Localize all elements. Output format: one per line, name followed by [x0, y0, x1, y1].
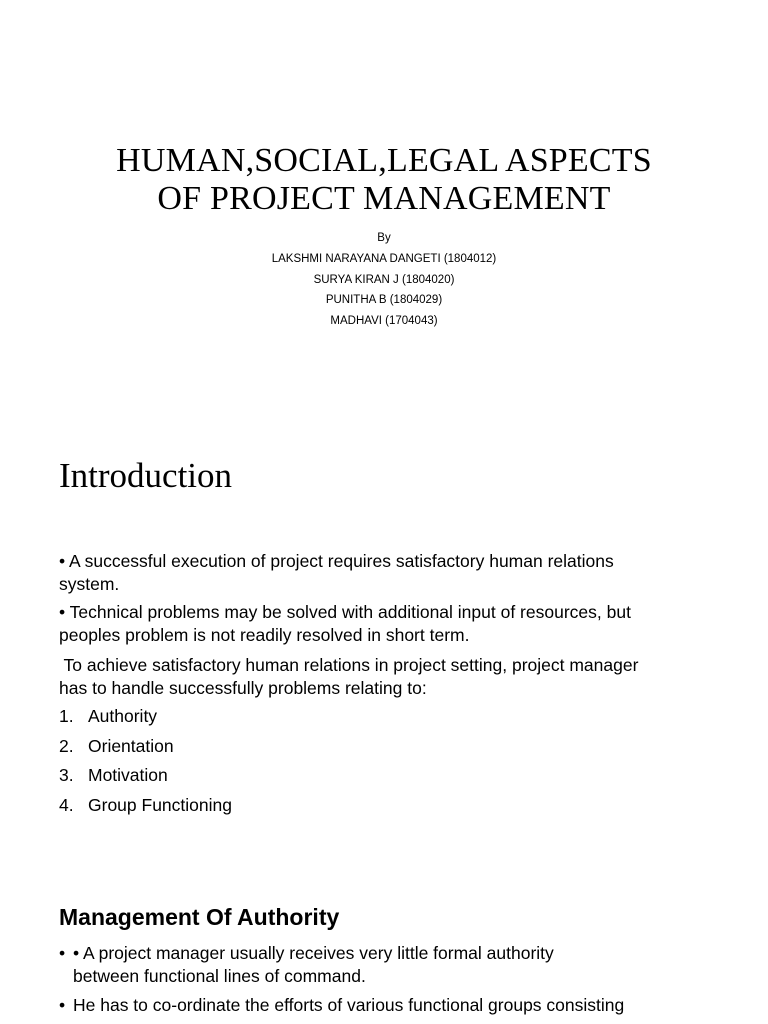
list-item	[59, 764, 232, 794]
title-line-2: OF PROJECT MANAGEMENT	[157, 180, 611, 217]
author-3: PUNITHA B (1804029)	[325, 294, 443, 307]
list-text: Group Functioning	[88, 794, 232, 815]
bullet-line: He has to co-ordinate the efforts of various functional groups consisting	[73, 995, 625, 1015]
bullet-marker: •	[59, 995, 66, 1015]
list-item	[59, 705, 232, 735]
list-number: 3.	[59, 765, 74, 785]
author-1: LAKSHMI NARAYANA DANGETI (1804012)	[271, 252, 497, 265]
paragraph-line: To achieve satisfactory human relations in project setting, project manager	[59, 655, 639, 675]
paragraph-line: peoples problem is not readily resolved in short term.	[59, 625, 470, 645]
intro-paragraph-1	[59, 550, 719, 596]
intro-paragraph-3	[59, 654, 719, 700]
list-number: 2.	[59, 735, 74, 756]
list-item	[59, 794, 232, 824]
introduction-slide	[0, 440, 768, 860]
list-text: Orientation	[88, 735, 174, 756]
list-number: 4.	[59, 794, 74, 815]
list-text: Motivation	[88, 765, 168, 785]
author-2: SURYA KIRAN J (1804020)	[313, 273, 455, 286]
bullet-item	[59, 942, 739, 988]
presentation-title	[0, 142, 768, 218]
list-item	[59, 735, 232, 765]
problem-list	[59, 705, 232, 823]
intro-paragraph-2	[59, 601, 719, 647]
by-label: By	[377, 232, 391, 244]
management-heading: Management Of Authority	[59, 904, 340, 930]
bullet-line: between functional lines of command.	[73, 966, 366, 986]
paragraph-line: • A successful execution of project requires satisfactory human relations	[59, 551, 614, 571]
paragraph-line: has to handle successfully problems relating to:	[59, 678, 427, 698]
title-slide	[0, 0, 768, 440]
bullet-line: • A project manager usually receives very little formal authority	[73, 943, 554, 963]
list-number: 1.	[59, 706, 74, 726]
author-block	[0, 228, 768, 332]
author-4: MADHAVI (1704043)	[330, 315, 438, 328]
bullet-marker: •	[59, 943, 66, 963]
list-text: Authority	[88, 706, 158, 726]
introduction-heading: Introduction	[59, 456, 233, 495]
paragraph-line: system.	[59, 574, 120, 594]
bullet-list	[59, 942, 739, 1023]
management-of-authority-slide	[0, 860, 768, 1024]
bullet-item	[59, 994, 739, 1017]
title-line-1: HUMAN,SOCIAL,LEGAL ASPECTS	[116, 142, 652, 179]
paragraph-line: • Technical problems may be solved with additional input of resources, but	[59, 602, 631, 622]
